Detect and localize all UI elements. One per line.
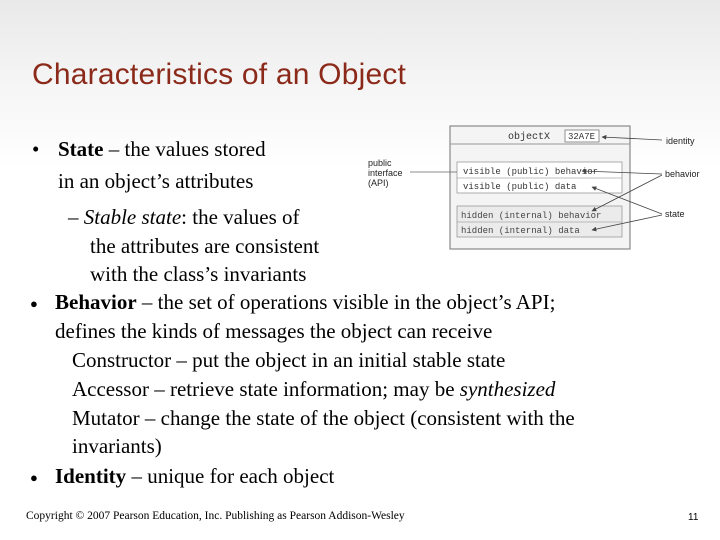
state-rest-1: – the values stored [103,137,266,161]
behavior-line-2: defines the kinds of messages the object can receive [55,319,493,343]
row-hidden-data: hidden (internal) data [461,226,580,236]
object-id: 32A7E [568,132,596,142]
label-state: state [665,209,685,219]
accessor-emphasis: synthesized [459,377,556,401]
slide-title: Characteristics of an Object [32,58,407,91]
mutator-line-1: Mutator – change the state of the object (consistent with the [72,406,575,430]
stable-state-line-3: with the class’s invariants [90,262,307,286]
stable-state-line-2: the attributes are consistent [90,234,320,258]
bullet-round: • [32,137,40,161]
behavior-line-1 [55,289,555,315]
public-label-1: public [368,158,392,168]
identity-line [55,463,334,489]
behavior-rest-1: – the set of operations visible in the object’s API; [136,290,556,314]
accessor-line [72,376,555,402]
label-identity: identity [666,136,695,146]
sub-dash: – [68,205,79,229]
state-term: State [58,137,104,161]
constructor-line: Constructor – put the object in an initial stable state [72,348,506,372]
accessor-text: Accessor – retrieve state information; may be [72,377,460,401]
row-visible-behavior: visible (public) behavior [463,167,599,177]
stable-state-term: Stable state [83,205,182,229]
label-behavior: behavior [665,169,700,179]
bullet-dot: ● [30,470,38,485]
identity-rest: – unique for each object [126,464,335,488]
mutator-line-2: invariants) [72,434,162,458]
identity-term: Identity [55,464,127,488]
state-line-2: in an object’s attributes [58,169,254,193]
object-diagram [360,118,710,258]
bullet-dot: ● [30,296,38,311]
footer-copyright: Copyright © 2007 Pearson Education, Inc. Publishing as Pearson Addison-Wesley [26,510,405,522]
stable-state-line-1 [68,204,300,230]
object-name: objectX [508,132,551,143]
row-visible-data: visible (public) data [463,182,577,192]
row-hidden-behavior: hidden (internal) behavior [461,211,602,221]
public-label-2: interface [368,168,403,178]
state-line-1 [58,136,266,162]
page-number: 11 [688,512,699,523]
stable-state-rest-1: : the values of [181,205,300,229]
behavior-term: Behavior [55,290,137,314]
public-label-3: (API) [368,178,389,188]
